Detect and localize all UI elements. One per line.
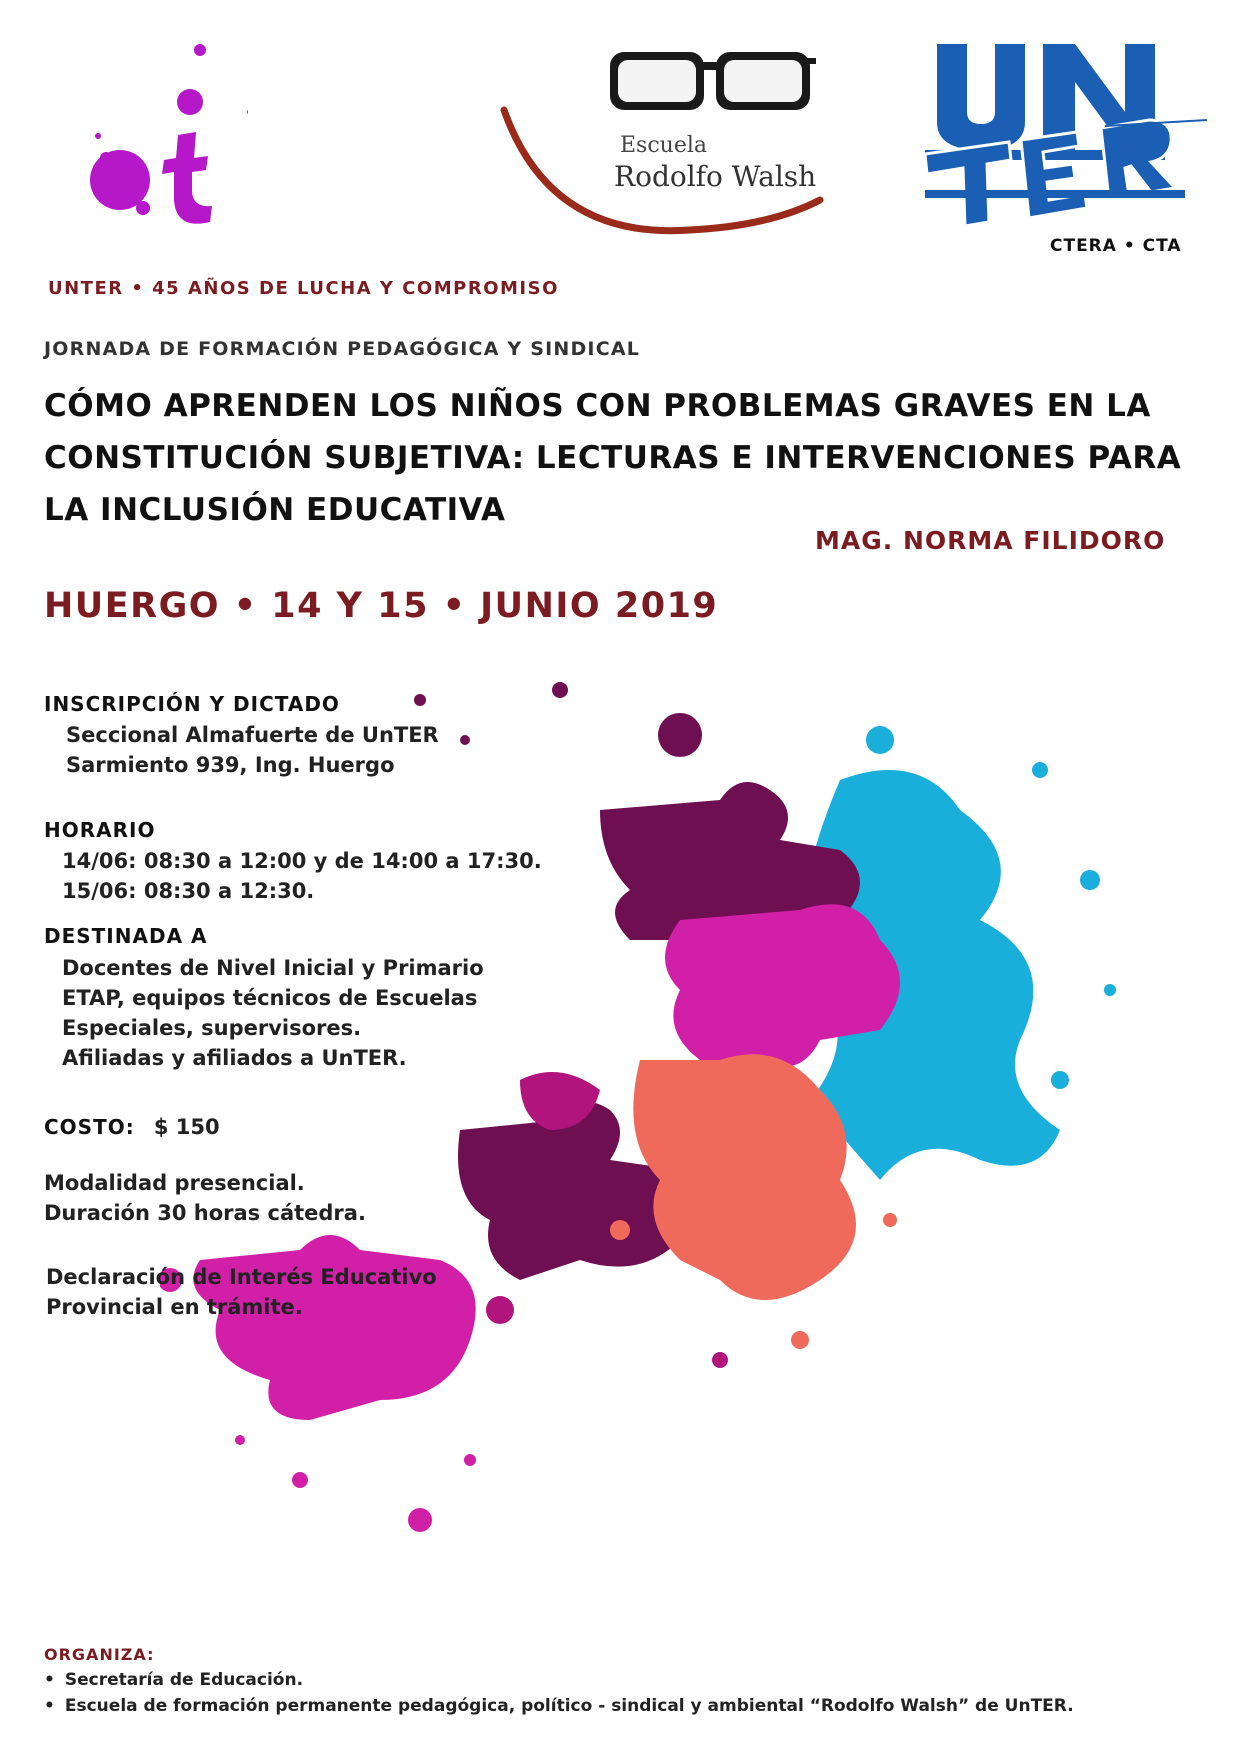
inscripcion-label: INSCRIPCIÓN Y DICTADO [44, 692, 340, 716]
list-item [44, 1667, 1074, 1693]
destinada-details [62, 953, 484, 1073]
declaracion-line: Provincial en trámite. [46, 1295, 303, 1319]
destinada-label: DESTINADA A [44, 924, 208, 948]
organiza-list [44, 1667, 1074, 1719]
modalidad-details [44, 1168, 366, 1228]
inscripcion-line: Seccional Almafuerte de UnTER [66, 723, 439, 747]
costo-row [44, 1115, 220, 1139]
bullet-icon: • [44, 1670, 55, 1690]
list-item [44, 1693, 1074, 1719]
event-dates: HUERGO • 14 Y 15 • JUNIO 2019 [44, 586, 719, 626]
destinada-line: ETAP, equipos técnicos de Escuelas [62, 986, 478, 1010]
inscripcion-line: Sarmiento 939, Ing. Huergo [66, 753, 395, 777]
walsh-name-text: Rodolfo Walsh [614, 160, 817, 193]
organiza-item: Escuela de formación permanente pedagógica, político - sindical y ambiental “Rodolfo Walsh” de UnTER. [64, 1696, 1074, 1716]
title-line: LA INCLUSIÓN EDUCATIVA [44, 492, 506, 528]
organiza-item: Secretaría de Educación. [64, 1670, 304, 1690]
costo-value: $ 150 [153, 1115, 220, 1139]
modalidad-line: Modalidad presencial. [44, 1171, 305, 1195]
costo-label: COSTO: [44, 1115, 135, 1139]
paint-splash-puzzle-icon [160, 660, 1210, 1660]
horario-details [62, 846, 542, 906]
event-kicker: JORNADA DE FORMACIÓN PEDAGÓGICA Y SINDICAL [44, 338, 641, 360]
walsh-escuela-text: Escuela [620, 133, 708, 158]
ink-splash-logo-icon [88, 40, 248, 240]
event-title [44, 380, 1204, 536]
declaracion-line: Declaración de Interés Educativo [46, 1265, 437, 1289]
unter-subtitle: CTERA • CTA [1050, 236, 1182, 256]
bullet-icon: • [44, 1696, 55, 1716]
unter-logo [925, 42, 1210, 247]
horario-line: 14/06: 08:30 a 12:00 y de 14:00 a 17:30. [62, 849, 542, 873]
modalidad-line: Duración 30 horas cátedra. [44, 1201, 366, 1225]
destinada-line: Docentes de Nivel Inicial y Primario [62, 956, 484, 980]
glasses-icon [610, 52, 816, 110]
organiza-label: ORGANIZA: [44, 1645, 155, 1664]
horario-line: 15/06: 08:30 a 12:30. [62, 879, 315, 903]
destinada-line: Especiales, supervisores. [62, 1016, 362, 1040]
title-line: CONSTITUCIÓN SUBJETIVA: LECTURAS E INTERVENCIONES PARA [44, 440, 1182, 476]
title-line: CÓMO APRENDEN LOS NIÑOS CON PROBLEMAS GRAVES EN LA [44, 388, 1151, 424]
inscripcion-details [66, 720, 439, 780]
speaker-name: MAG. NORMA FILIDORO [815, 526, 1166, 555]
declaracion-details [46, 1262, 437, 1322]
destinada-line: Afiliadas y afiliados a UnTER. [62, 1046, 407, 1070]
tagline: UNTER • 45 AÑOS DE LUCHA Y COMPROMISO [48, 278, 559, 299]
horario-label: HORARIO [44, 818, 156, 842]
